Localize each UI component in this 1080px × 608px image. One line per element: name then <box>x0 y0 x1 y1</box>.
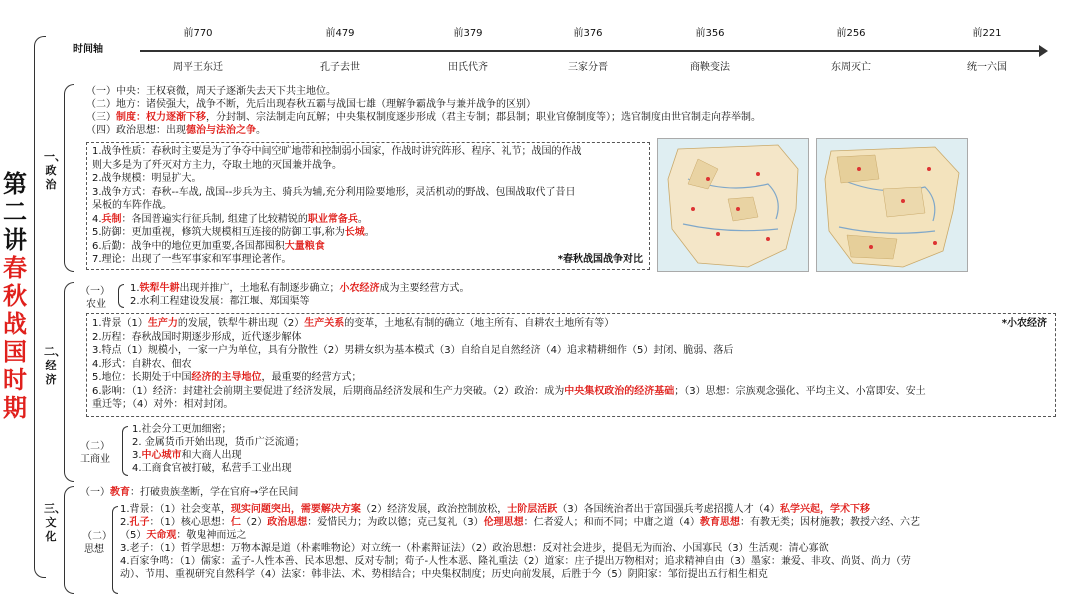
timeline-year: 前479 <box>325 28 355 39</box>
war-line-8: 6.后勤：战争中的地位更加重要,各国都囤积大量粮食 <box>92 240 325 252</box>
war-caption: *春秋战国战争对比 <box>557 253 643 265</box>
thought-line-2: 2.孔子：（1）核心思想：仁（2）政治思想：爱惜民力；为政以德；克己复礼（3）伦理思想：仁者爱人；和而不同；中庸之道（4）教育思想：有教无类；因材施教；教授六经、六艺 <box>120 517 921 528</box>
timeline-arrow-icon <box>1039 45 1048 57</box>
thought-brace <box>112 506 118 594</box>
main-title <box>2 170 28 422</box>
spring-autumn-map <box>657 138 809 272</box>
timeline-event: 商鞅变法 <box>690 62 730 73</box>
timeline-year: 前376 <box>573 28 603 39</box>
timeline-year: 前356 <box>695 28 725 39</box>
timeline-event: 东周灭亡 <box>831 62 871 73</box>
sf-line-3: 3.特点（1）规模小，一家一户为单位，具有分散性（2）男耕女织为基本模式（3）自给自足自然经济（4）追求精耕细作（5）封闭、脆弱、落后 <box>92 345 734 356</box>
war-line-4: 3.战争方式：春秋--车战, 战国--步兵为主、骑兵为辅,充分利用险要地形，灵活机动的野战、包围战取代了昔日 <box>92 186 576 198</box>
thought-line-3: 3.老子：（1）哲学思想：万物本源是道（朴素唯物论）对立统一（朴素辩证法）（2）政治思想：反对社会进步，提倡无为而治、小国寡民（3）生活观：清心寡欲 <box>120 543 829 554</box>
thought-label-a: （二） <box>82 531 112 542</box>
politics-local: （二）地方：诸侯强大，战争不断，先后出现春秋五霸与战国七雄（理解争霸战争与兼并战争的区别） <box>86 99 536 110</box>
timeline-event: 周平王东迁 <box>173 62 223 73</box>
war-line-1: 1.战争性质：春秋时主要是为了争夺中间空旷地带和控制弱小国家，作战时讲究阵形、程序、礼节；战国的作战 <box>92 146 582 157</box>
warring-states-map <box>816 138 968 272</box>
sf-line-2: 2.历程：春秋战国时期逐步形成，近代逐步解体 <box>92 331 302 343</box>
section-economy-label: 二、经济 <box>44 345 66 386</box>
sf-line-4: 4.形式：自耕农、佃农 <box>92 358 192 370</box>
thought-line-4: 4.百家争鸣：（1）儒家：孟子-人性本善、民本思想、反对专制；荀子-人性本恶、隆礼重法（2）道家：庄子提出万物相对；追求精神自由（3）墨家：兼爱、非攻、尚贤、尚力（劳 <box>120 556 911 567</box>
timeline-event: 田氏代齐 <box>448 62 488 73</box>
comm-line-4: 4.工商食官被打破，私营手工业出现 <box>132 463 292 474</box>
agri-line-2: 2.水利工程建设发展：都江堰、郑国渠等 <box>130 296 310 307</box>
war-line-5: 呆板的车阵作战。 <box>92 200 172 211</box>
small-farming-box <box>86 313 1056 417</box>
outer-brace <box>34 36 46 578</box>
thought-line-2b: （5）天命观：敬鬼神而远之 <box>120 530 247 541</box>
thought-line-1: 1.背景：（1）社会变革，现实问题突出，需要解决方案（2）经济发展，政治控制放松，士阶层活跃（3）各国统治者出于富国强兵考虑招揽人才（4）私学兴起，学术下移 <box>120 504 871 515</box>
section-culture-label: 三、文化 <box>44 502 66 543</box>
comm-brace <box>122 426 128 476</box>
lecture-topic: 春秋战国时期 <box>3 254 27 422</box>
timeline-year: 前256 <box>836 28 866 39</box>
politics-brace <box>64 84 74 272</box>
timeline-event: 三家分晋 <box>568 62 608 73</box>
war-line-3: 2.战争规模：明显扩大。 <box>92 173 202 184</box>
timeline-event: 统一六国 <box>967 62 1007 73</box>
sf-line-7: 重迁等；（4）对外：相对封闭。 <box>92 399 234 410</box>
timeline-year: 前221 <box>972 28 1002 39</box>
agri-label-a: （一） <box>80 286 110 297</box>
war-line-9: 7.理论：出现了一些军事家和军事理论著作。 <box>92 254 292 265</box>
comm-label-b: 工商业 <box>80 454 110 465</box>
timeline-label: 时间轴 <box>73 44 103 55</box>
agri-label-b: 农业 <box>86 299 106 310</box>
agri-brace <box>118 284 124 308</box>
timeline-year: 前770 <box>183 28 213 39</box>
section-politics-label: 一、政治 <box>44 150 66 191</box>
politics-thought: （四）政治思想：出现德治与法治之争。 <box>86 125 266 136</box>
small-farming-title: *小农经济 <box>1001 318 1047 329</box>
comm-line-2: 2. 金属货币开始出现，货币广泛流通； <box>132 437 305 448</box>
lecture-number: 第二讲 <box>3 170 27 254</box>
culture-education: （一）教育：打破贵族垄断，学在官府→学在民间 <box>80 487 299 498</box>
politics-system: （三）制度：权力逐渐下移，分封制、宗法制走向瓦解；中央集权制度逐步形成（君主专制；郡县制；职业官僚制度等）；选官制度由世官制走向荐举制。 <box>86 112 761 123</box>
comm-label-a: （二） <box>80 441 110 452</box>
war-comparison-box <box>86 142 650 270</box>
thought-line-5: 动）、节用、重视研究自然科学（4）法家：韩非法、术、势相结合；中央集权制度；历史向前发展，后胜于今（5）阴阳家：邹衍提出五行相生相克 <box>120 569 768 580</box>
sf-line-1: 1.背景（1）生产力的发展，铁犁牛耕出现（2）生产关系的变革，土地私有制的确立（地主所有、自耕农土地所有等） <box>92 318 615 329</box>
agri-line-1: 1.铁犁牛耕出现并推广，土地私有制逐步确立；小农经济成为主要经营方式。 <box>130 283 470 294</box>
timeline-event: 孔子去世 <box>320 62 360 73</box>
politics-central: （一）中央：王权衰微，周天子逐渐失去天下共主地位。 <box>86 86 336 97</box>
economy-brace <box>64 282 74 482</box>
thought-label-b: 思想 <box>84 544 104 555</box>
war-line-7: 5.防御：更加重视，修筑大规模相互连接的防御工事,称为长城。 <box>92 227 375 238</box>
sf-line-5: 5.地位：长期处于中国经济的主导地位，最重要的经营方式； <box>92 372 362 383</box>
comm-line-3: 3.中心城市和大商人出现 <box>132 450 242 461</box>
sf-line-6: 6.影响：（1）经济：封建社会前期主要促进了经济发展，后期商品经济发展和生产力突破。（2）政治：成为中央集权政治的经济基础；（3）思想：宗族观念强化、平均主义、小富即安、安土 <box>92 385 926 397</box>
comm-line-1: 1.社会分工更加细密； <box>132 424 232 435</box>
war-line-2: 则大多是为了歼灭对方主力，夺取土地的灭国兼并战争。 <box>92 159 342 171</box>
war-line-6: 4.兵制：各国普遍实行征兵制, 组建了比较精锐的职业常备兵。 <box>92 213 368 225</box>
timeline-axis <box>140 50 1042 52</box>
timeline-year: 前379 <box>453 28 483 39</box>
